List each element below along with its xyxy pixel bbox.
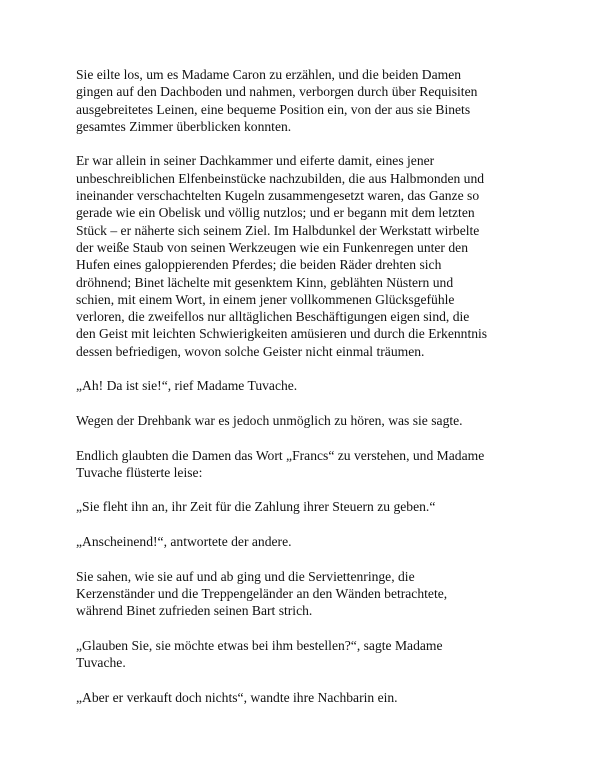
text-line: Wegen der Drehbank war es jedoch unmöglich zu hören, was sie sagte. <box>76 412 463 428</box>
text-line: verloren, die zweifellos nur alltäglichen Beschäftigungen eigen sind, die <box>76 309 470 325</box>
paragraph-10 <box>76 689 536 706</box>
text-line: Tuvache. <box>76 655 126 671</box>
paragraph-3 <box>76 377 536 394</box>
paragraph-6 <box>76 498 536 515</box>
text-line: Er war allein in seiner Dachkammer und eiferte damit, eines jener <box>76 153 435 169</box>
paragraph-2 <box>76 152 536 360</box>
text-line: dessen befriedigen, wovon solche Geister nicht einmal träumen. <box>76 343 425 359</box>
paragraph-8 <box>76 568 536 620</box>
text-line: Endlich glaubten die Damen das Wort „Francs“ zu verstehen, und Madame <box>76 447 485 463</box>
text-line: gerade wie ein Obelisk und völlig nutzlos; und er begann mit dem letzten <box>76 205 475 221</box>
text-line: Sie sahen, wie sie auf und ab ging und die Serviettenringe, die <box>76 568 415 584</box>
document-page <box>76 66 536 723</box>
paragraph-4 <box>76 412 536 429</box>
paragraph-9 <box>76 637 536 672</box>
text-line: während Binet zufrieden seinen Bart strich. <box>76 603 313 619</box>
text-line: schien, mit einem Wort, in einem jener vollkommenen Glücksgefühle <box>76 291 455 307</box>
paragraph-5 <box>76 447 536 482</box>
text-line: „Anscheinend!“, antwortete der andere. <box>76 534 292 550</box>
text-line: der weiße Staub von seinen Werkzeugen wie ein Funkenregen unter den <box>76 239 468 255</box>
paragraph-7 <box>76 533 536 550</box>
text-line: Hufen eines galoppierenden Pferdes; die beiden Räder drehten sich <box>76 257 442 273</box>
text-line: Kerzenständer und die Treppengeländer an den Wänden betrachtete, <box>76 585 448 601</box>
text-line: den Geist mit leichten Schwierigkeiten amüsieren und durch die Erkenntnis <box>76 326 488 342</box>
text-line: Stück – er näherte sich seinem Ziel. Im Halbdunkel der Werkstatt wirbelte <box>76 222 480 238</box>
text-line: ausgebreitetes Leinen, eine bequeme Position ein, von der aus sie Binets <box>76 101 471 117</box>
text-line: „Glauben Sie, sie möchte etwas bei ihm bestellen?“, sagte Madame <box>76 637 443 653</box>
text-line: dröhnend; Binet lächelte mit gesenktem Kinn, geblähten Nüstern und <box>76 274 454 290</box>
text-line: „Sie fleht ihn an, ihr Zeit für die Zahlung ihrer Steuern zu geben.“ <box>76 499 436 515</box>
text-line: gesamtes Zimmer überblicken konnten. <box>76 118 292 134</box>
text-line: Tuvache flüsterte leise: <box>76 464 203 480</box>
text-line: unbeschreiblichen Elfenbeinstücke nachzubilden, die aus Halbmonden und <box>76 170 485 186</box>
text-line: „Aber er verkauft doch nichts“, wandte ihre Nachbarin ein. <box>76 689 398 705</box>
text-line: Sie eilte los, um es Madame Caron zu erzählen, und die beiden Damen <box>76 67 462 82</box>
text-line: „Ah! Da ist sie!“, rief Madame Tuvache. <box>76 378 298 394</box>
text-line: ineinander verschachtelten Kugeln zusammengesetzt waren, das Ganze so <box>76 188 480 204</box>
text-line: gingen auf den Dachboden und nahmen, verborgen durch über Requisiten <box>76 84 478 100</box>
paragraph-1 <box>76 66 536 135</box>
